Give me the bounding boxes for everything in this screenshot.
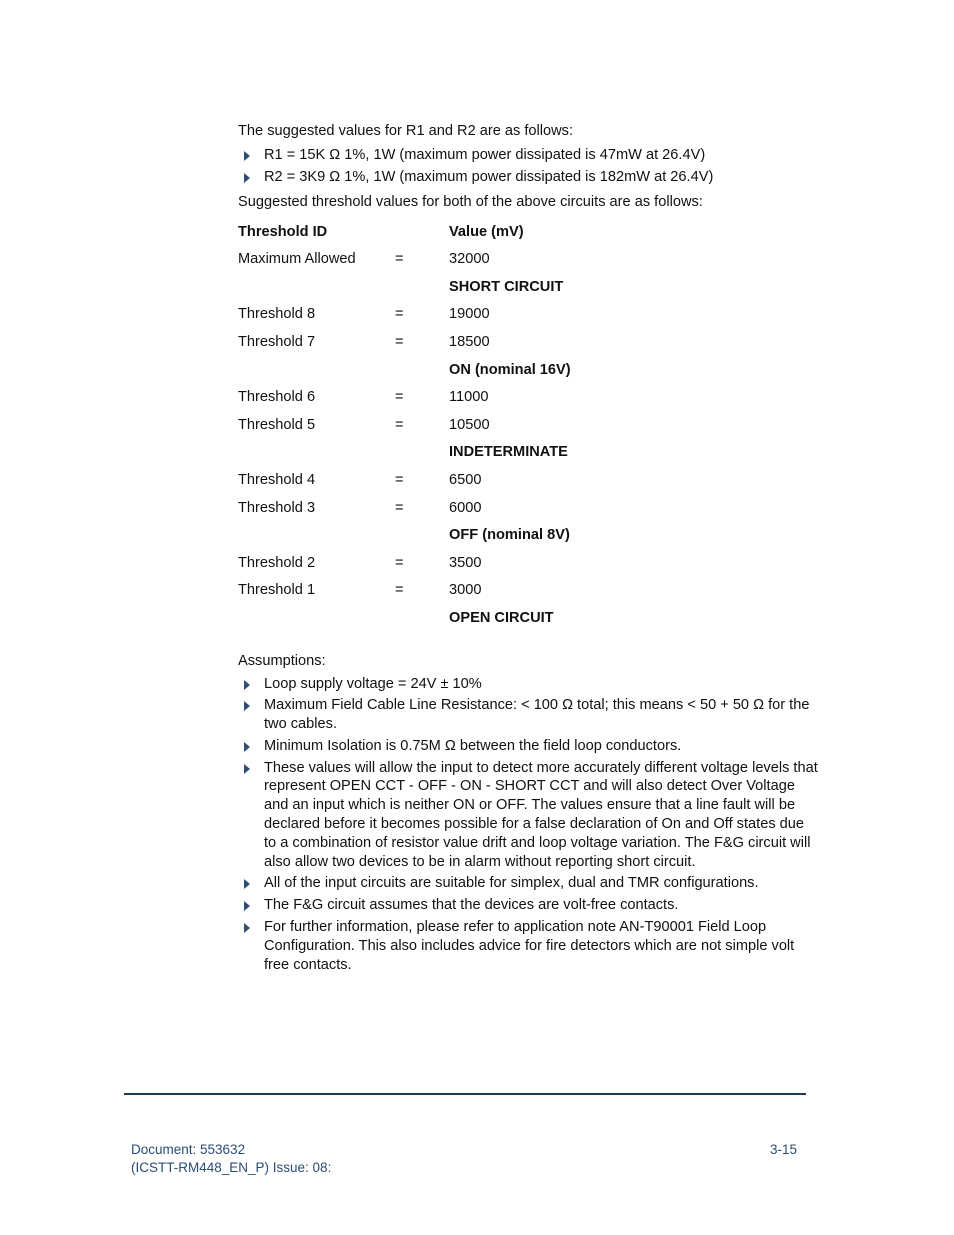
threshold-value: 10500 <box>449 416 490 433</box>
footer-issue: (ICSTT-RM448_EN_P) Issue: 08: <box>131 1160 332 1175</box>
equals-sign: = <box>395 333 404 350</box>
footer-divider <box>124 1093 806 1095</box>
threshold-table-header <box>238 219 818 247</box>
assumption-item <box>238 918 818 974</box>
threshold-id: Threshold 2 <box>238 554 316 571</box>
threshold-id: Threshold 3 <box>238 499 316 516</box>
resistor-intro: The suggested values for R1 and R2 are as follows: <box>238 123 574 139</box>
threshold-value: 32000 <box>449 251 490 268</box>
state-label: SHORT CIRCUIT <box>449 278 564 295</box>
resistor-item <box>238 146 818 165</box>
equals-sign: = <box>395 306 404 323</box>
page-content <box>238 122 818 977</box>
threshold-row <box>238 412 818 440</box>
bullet-text: R2 = 3K9 Ω 1%, 1W (maximum power dissipated is 182mW at 26.4V) <box>264 168 714 185</box>
assumption-item <box>238 874 818 893</box>
threshold-intro: Suggested threshold values for both of the above circuits are as follows: <box>238 193 703 210</box>
threshold-row <box>238 467 818 495</box>
bullet-text: R1 = 15K Ω 1%, 1W (maximum power dissipated is 47mW at 26.4V) <box>264 147 706 163</box>
bullet-arrow-icon <box>244 173 250 183</box>
threshold-row <box>238 329 818 357</box>
bullet-text: Maximum Field Cable Line Resistance: < 100 Ω total; this means < 50 + 50 Ω for the two cables. <box>264 697 810 733</box>
header-threshold-id: Threshold ID <box>238 223 328 240</box>
threshold-value: 19000 <box>449 306 490 323</box>
state-label-row <box>238 439 818 467</box>
bullet-text: All of the input circuits are suitable for simplex, dual and TMR configurations. <box>264 875 759 892</box>
threshold-id: Threshold 6 <box>238 389 316 406</box>
equals-sign: = <box>395 554 404 571</box>
threshold-table <box>238 219 818 633</box>
state-label: INDETERMINATE <box>449 444 568 461</box>
assumptions-title: Assumptions: <box>238 652 326 669</box>
threshold-row <box>238 550 818 578</box>
assumption-item <box>238 759 818 872</box>
threshold-id: Threshold 7 <box>238 333 316 350</box>
assumption-item <box>238 737 818 756</box>
threshold-row <box>238 577 818 605</box>
resistor-item <box>238 168 818 187</box>
bullet-arrow-icon <box>244 901 250 911</box>
threshold-value: 3500 <box>449 554 482 571</box>
threshold-value: 6500 <box>449 471 482 488</box>
threshold-row <box>238 246 818 274</box>
bullet-arrow-icon <box>244 151 250 161</box>
bullet-arrow-icon <box>244 742 250 752</box>
assumption-item <box>238 896 818 915</box>
state-label-row <box>238 605 818 633</box>
assumption-list <box>238 675 818 975</box>
bullet-arrow-icon <box>244 680 250 690</box>
resistor-list <box>238 146 818 187</box>
threshold-id: Threshold 1 <box>238 582 316 599</box>
state-label: OFF (nominal 8V) <box>449 527 570 544</box>
bullet-arrow-icon <box>244 879 250 889</box>
equals-sign: = <box>395 582 404 599</box>
threshold-row <box>238 384 818 412</box>
assumption-item <box>238 696 818 734</box>
equals-sign: = <box>395 251 404 268</box>
threshold-id: Maximum Allowed <box>238 251 356 268</box>
state-label: ON (nominal 16V) <box>449 361 571 378</box>
state-label-row <box>238 274 818 302</box>
state-label: OPEN CIRCUIT <box>449 609 554 626</box>
threshold-row <box>238 495 818 523</box>
threshold-value: 18500 <box>449 333 490 350</box>
bullet-text: For further information, please refer to application note AN-T90001 Field Loop Configuration. This also includes advice for fire detectors which are not simple volt free contacts. <box>264 919 795 973</box>
footer-document: Document: 553632 <box>131 1142 246 1157</box>
assumption-item <box>238 675 818 694</box>
state-label-row <box>238 522 818 550</box>
threshold-id: Threshold 8 <box>238 306 316 323</box>
equals-sign: = <box>395 471 404 488</box>
equals-sign: = <box>395 389 404 406</box>
footer-page-number: 3-15 <box>769 1142 797 1157</box>
bullet-arrow-icon <box>244 923 250 933</box>
threshold-value: 6000 <box>449 499 482 516</box>
equals-sign: = <box>395 499 404 516</box>
equals-sign: = <box>395 416 404 433</box>
header-value: Value (mV) <box>449 223 524 240</box>
bullet-arrow-icon <box>244 701 250 711</box>
state-label-row <box>238 357 818 385</box>
threshold-id: Threshold 4 <box>238 471 316 488</box>
threshold-value: 11000 <box>449 389 489 406</box>
bullet-text: Loop supply voltage = 24V ± 10% <box>264 675 482 692</box>
threshold-id: Threshold 5 <box>238 416 316 433</box>
bullet-arrow-icon <box>244 764 250 774</box>
threshold-value: 3000 <box>449 582 482 599</box>
page-footer <box>131 1141 797 1177</box>
threshold-row <box>238 301 818 329</box>
bullet-text: Minimum Isolation is 0.75M Ω between the field loop conductors. <box>264 737 682 754</box>
bullet-text: The F&G circuit assumes that the devices are volt-free contacts. <box>264 897 679 914</box>
bullet-text: These values will allow the input to detect more accurately different voltage levels that represent OPEN CCT - OFF - ON - SHORT CCT and will also detect Over Voltage and an input which is neither ON or OFF. The values ensure that a line fault will be declared before it becomes possible for a false declaration of On and Off states due to a combination of resistor value drift and loop voltage variation. The F&G circuit will also allow two devices to be in alarm without reporting short circuit. <box>264 759 818 870</box>
